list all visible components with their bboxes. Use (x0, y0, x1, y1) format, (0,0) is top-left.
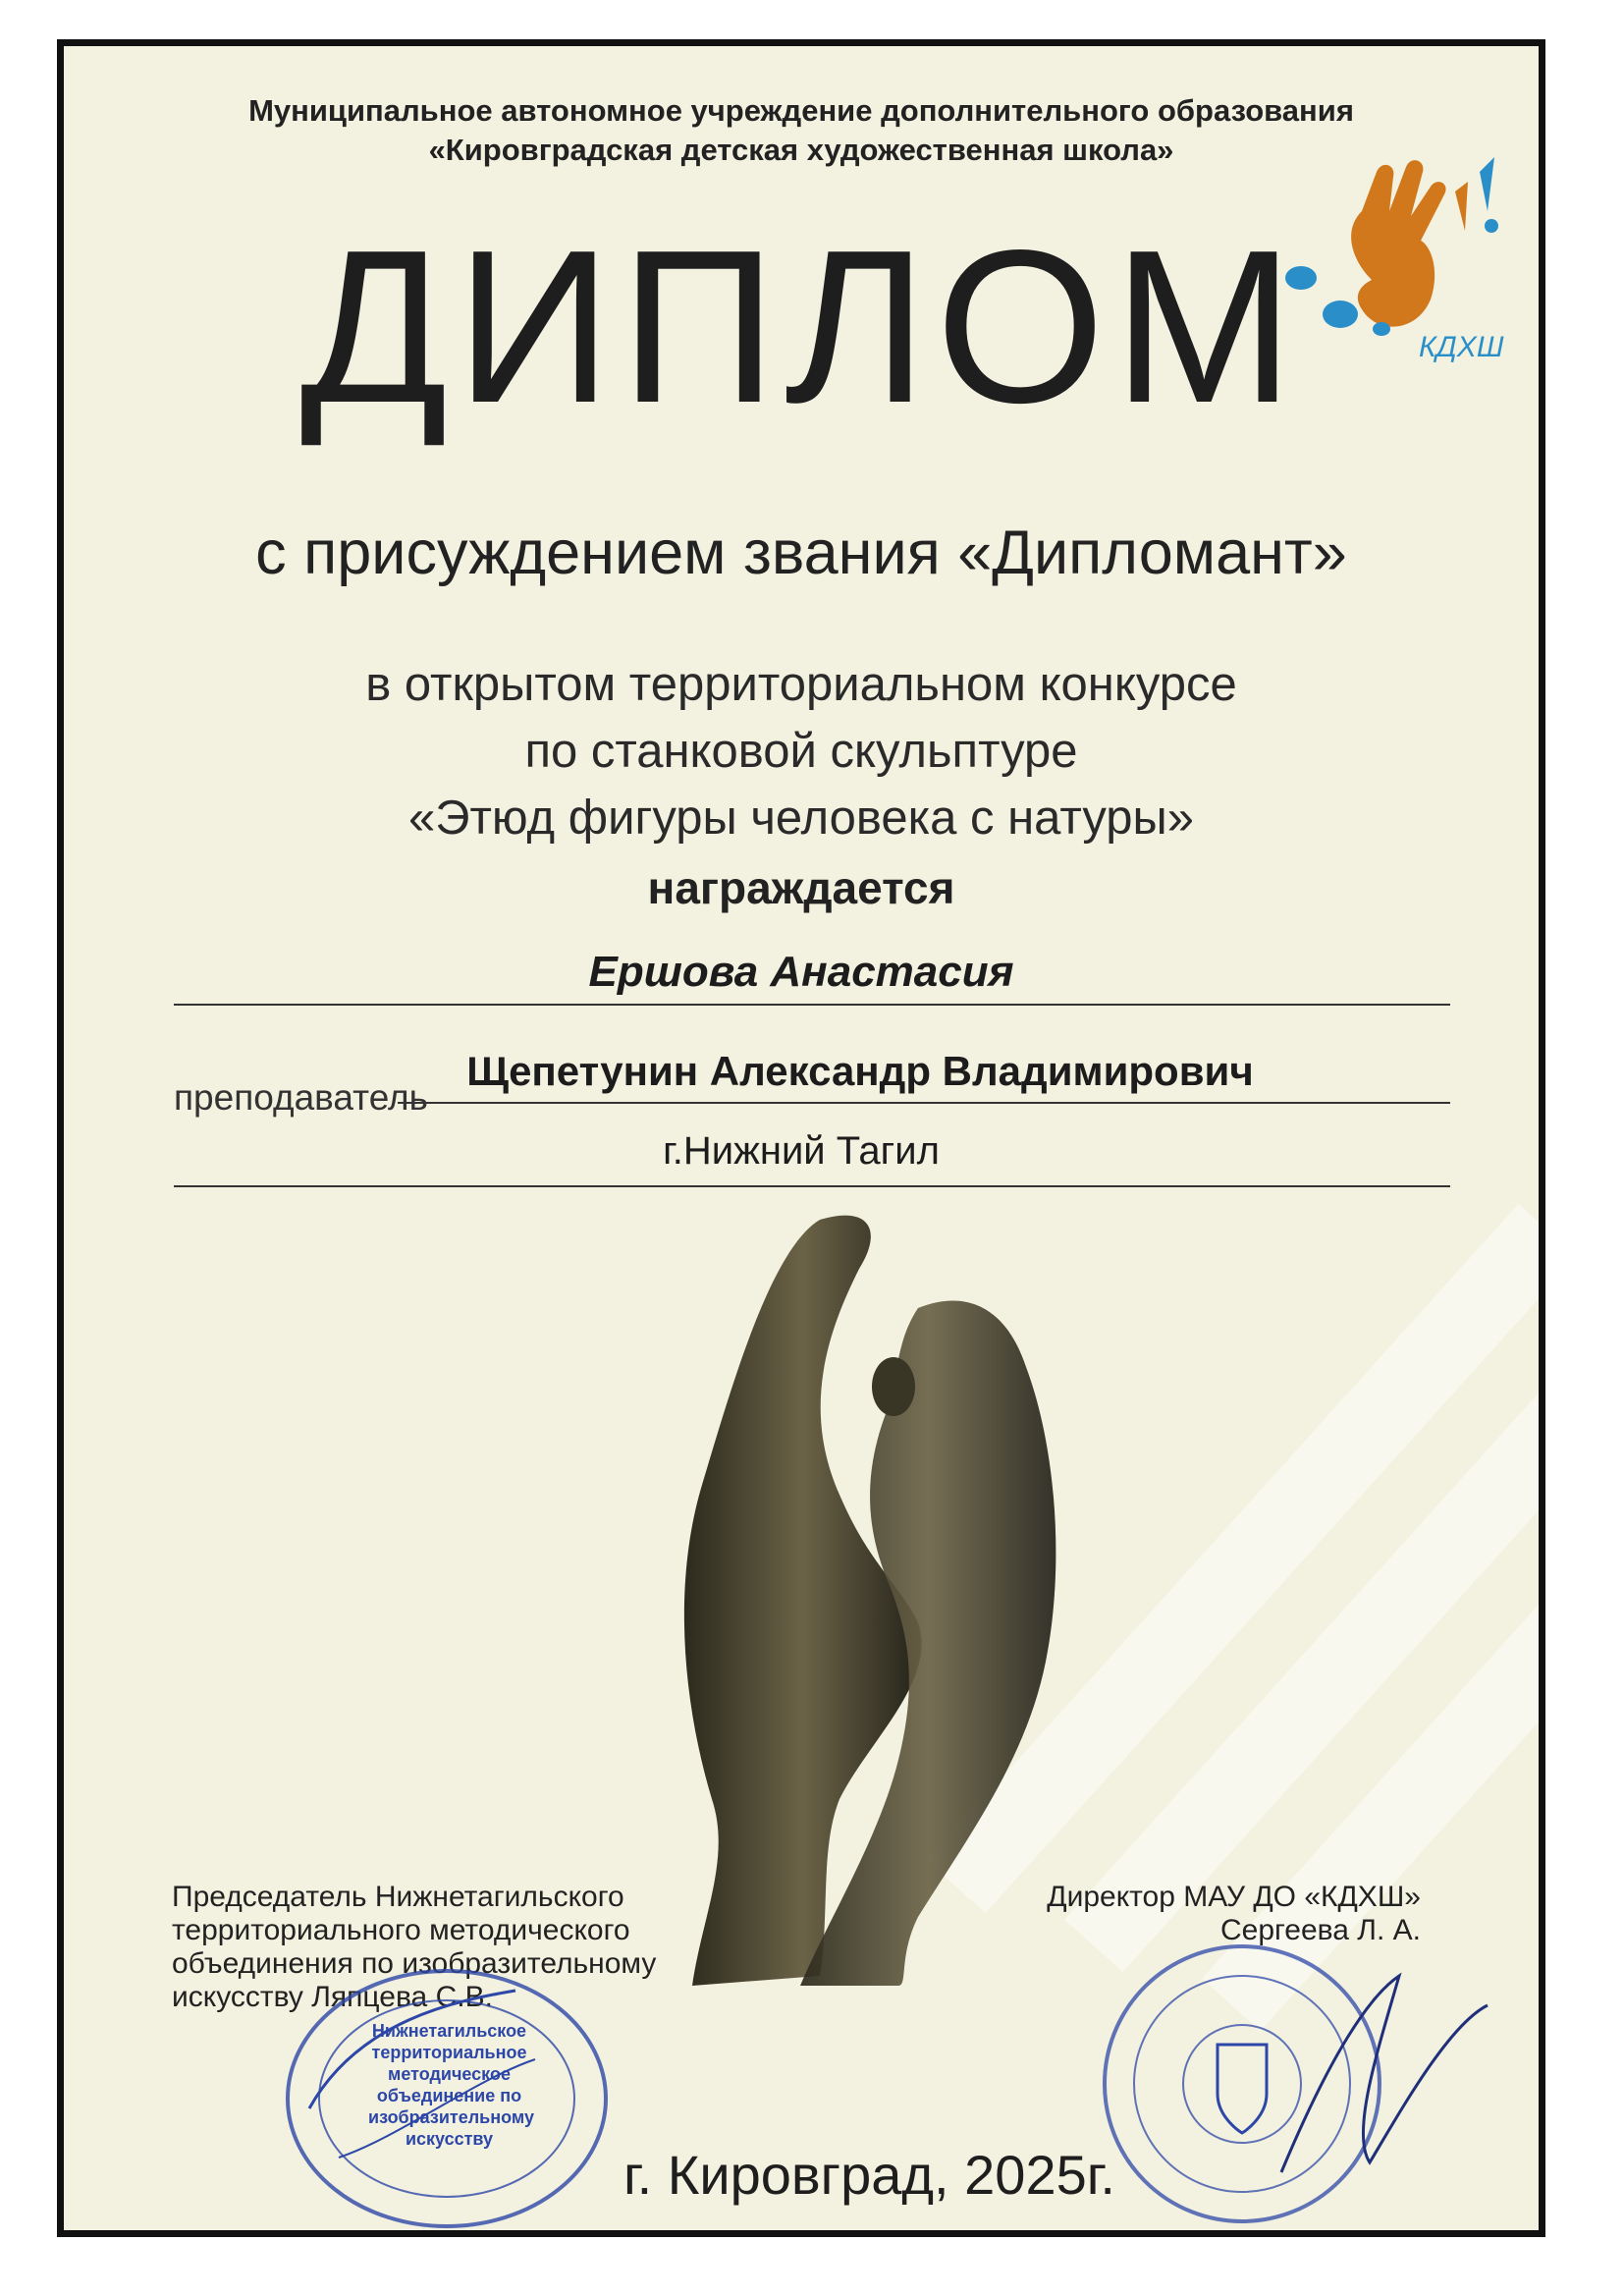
contest-line-3: «Этюд фигуры человека с натуры» (407, 792, 1195, 845)
awarded-label: награждается (647, 862, 955, 913)
left-stamp-text (368, 2020, 534, 2150)
teacher-name: Щепетунин Александр Владимирович (466, 1048, 1254, 1094)
contest-line-1: в открытом территориальном конкурсе (365, 658, 1237, 711)
diploma-subtitle: с присуждением звания «Дипломант» (255, 519, 1347, 587)
right-stamp-icon (1075, 1937, 1507, 2237)
stamp-line: территориальное (371, 2043, 527, 2062)
stamp-line: методическое (388, 2064, 511, 2084)
city-and-year: г. Кировград, 2025г. (623, 2144, 1115, 2206)
chairman-line-3: объединения по изобразительному (172, 1947, 657, 1980)
teacher-label: преподаватель (174, 1077, 428, 1118)
logo-caption: КДХШ (1419, 331, 1504, 363)
stamp-line: объединение по (376, 2086, 522, 2105)
location: г.Нижний Тагил (663, 1129, 940, 1173)
director-line-2: Сергеева Л. А. (1219, 1914, 1421, 1946)
teacher-underline (398, 1102, 1450, 1104)
diploma-frame (57, 39, 1545, 2237)
recipient-name: Ершова Анастасия (588, 948, 1014, 996)
stamp-line: искусству (405, 2129, 494, 2149)
diploma-title: ДИПЛОМ (299, 205, 1303, 449)
chairman-line-1: Председатель Нижнетагильского (172, 1881, 624, 1913)
stamp-line: Нижнетагильское (371, 2021, 527, 2041)
recipient-underline (174, 1004, 1450, 1006)
location-underline (174, 1185, 1450, 1187)
director-line-1: Директор МАУ ДО «КДХШ» (1047, 1881, 1421, 1913)
hands-sculpture-image (673, 1210, 1095, 1995)
stamp-line: изобразительному (368, 2107, 534, 2127)
organization-line-2: «Кировградская детская художественная школа» (428, 133, 1174, 167)
organization-line-1: Муниципальное автономное учреждение дополнительного образования (248, 93, 1354, 128)
chairman-line-2: территориального методического (172, 1914, 630, 1946)
contest-line-2: по станковой скульптуре (524, 725, 1078, 778)
chairman-line-4: искусству Ляпцева С.В. (172, 1981, 493, 2013)
